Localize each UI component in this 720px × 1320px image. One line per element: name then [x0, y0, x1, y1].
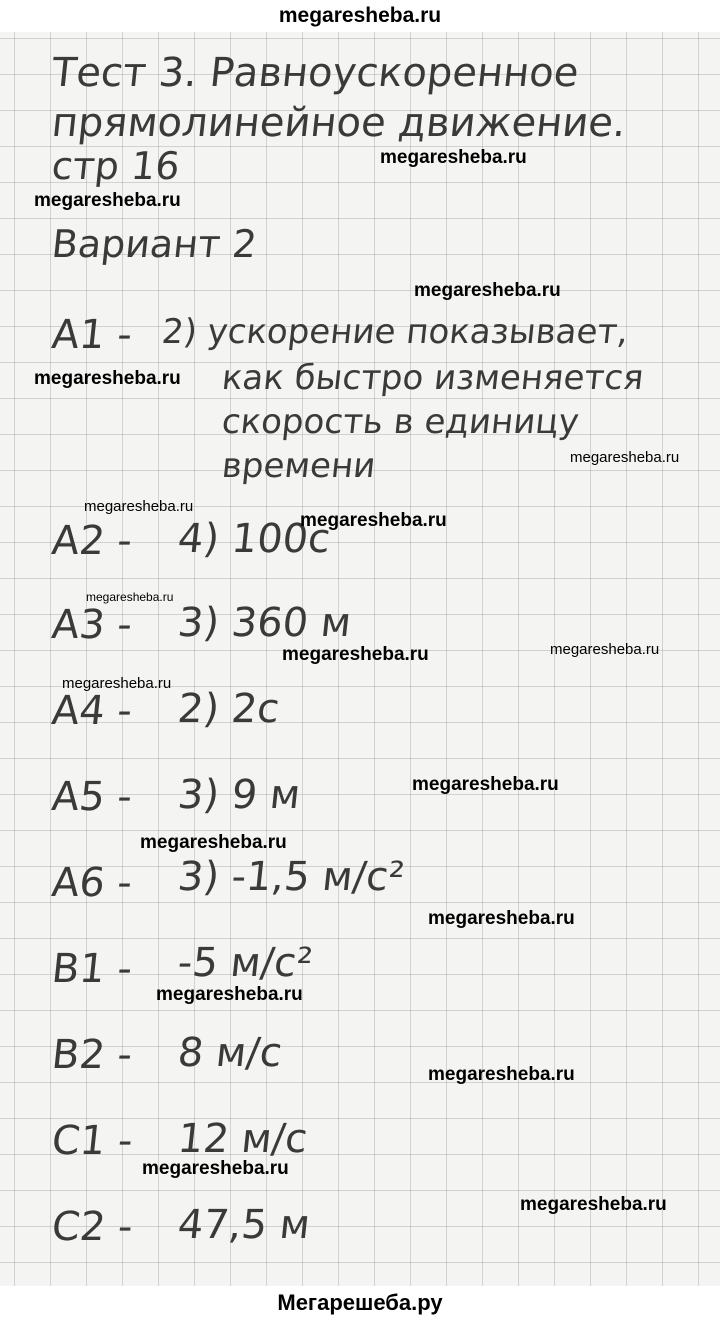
answer-text: -5 м/с²	[175, 940, 315, 986]
answer-text-continued: времени	[219, 446, 378, 486]
answer-text: 4) 100с	[175, 516, 333, 562]
homework-sheet	[0, 32, 720, 1286]
answer-text-continued: как быстро изменяется	[219, 358, 646, 398]
watermark: megaresheba.ru	[380, 147, 527, 168]
answer-text: 3) 360 м	[175, 600, 354, 646]
watermark: megaresheba.ru	[86, 590, 174, 604]
answer-text: 12 м/с	[175, 1116, 310, 1162]
answer-text: 8 м/с	[175, 1030, 285, 1076]
answer-text: 2) ускорение показывает,	[159, 312, 631, 352]
watermark: megaresheba.ru	[570, 449, 680, 466]
title-line-1: Тест 3. Равноускоренное	[49, 50, 581, 96]
watermark: megaresheba.ru	[156, 984, 303, 1005]
watermark: megaresheba.ru	[34, 368, 181, 389]
watermark: megaresheba.ru	[62, 675, 172, 692]
watermark: megaresheba.ru	[414, 280, 561, 301]
answer-label: В2 -	[49, 1032, 135, 1078]
watermark: megaresheba.ru	[300, 510, 447, 531]
watermark: megaresheba.ru	[550, 641, 660, 658]
watermark: megaresheba.ru	[140, 832, 287, 853]
answer-label: А1 -	[49, 312, 135, 358]
answer-label: А5 -	[49, 774, 135, 820]
answer-label: С2 -	[49, 1204, 135, 1250]
answer-label: А6 -	[49, 860, 135, 906]
variant-heading: Вариант 2	[49, 222, 260, 266]
watermark: megaresheba.ru	[84, 498, 194, 515]
watermark: megaresheba.ru	[34, 190, 181, 211]
title-page: стр 16	[49, 144, 182, 188]
watermark: megaresheba.ru	[282, 644, 429, 665]
answer-text-continued: скорость в единицу	[219, 402, 581, 442]
answer-label: В1 -	[49, 946, 135, 992]
answer-text: 3) -1,5 м/с²	[175, 854, 407, 900]
site-footer: Мегарешеба.ру	[277, 1290, 443, 1315]
watermark: megaresheba.ru	[428, 1064, 575, 1085]
watermark: megaresheba.ru	[412, 774, 559, 795]
answer-label: А3 -	[49, 602, 135, 648]
answer-text: 47,5 м	[175, 1202, 313, 1248]
site-header: megaresheba.ru	[278, 4, 442, 27]
watermark: megaresheba.ru	[142, 1158, 289, 1179]
answer-text: 2) 2с	[175, 686, 282, 732]
watermark: megaresheba.ru	[428, 908, 575, 929]
answer-label: А2 -	[49, 518, 135, 564]
answer-label: А4 -	[49, 688, 135, 734]
watermark: megaresheba.ru	[520, 1194, 667, 1215]
title-line-2: прямолинейное движение.	[49, 100, 629, 146]
answer-label: С1 -	[49, 1118, 135, 1164]
answer-text: 3) 9 м	[175, 772, 303, 818]
